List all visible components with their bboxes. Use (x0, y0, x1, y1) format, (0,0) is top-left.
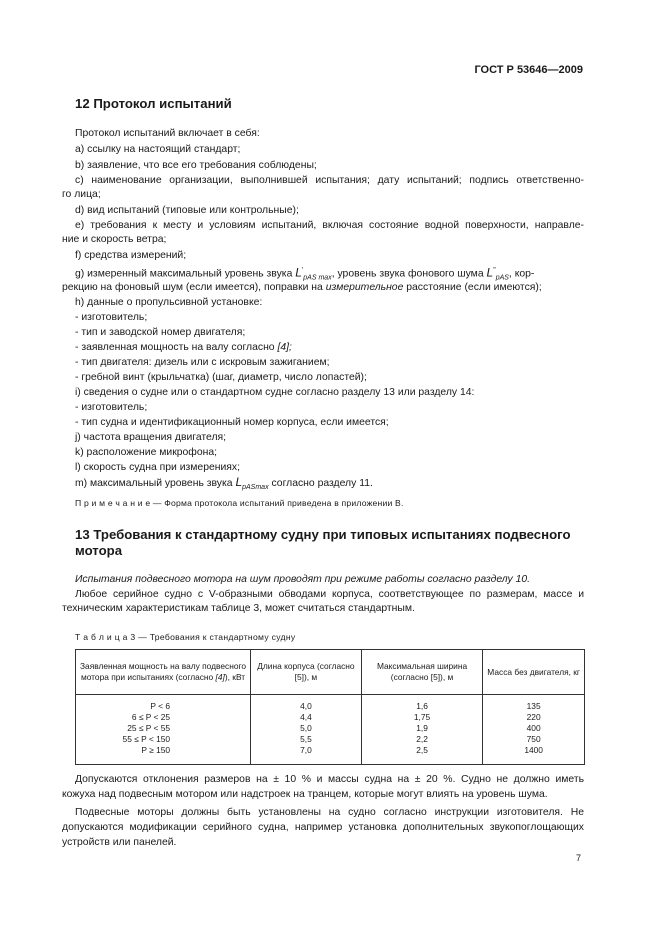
item-g-text-1: g) измеренный максимальный уровень звука (75, 268, 296, 280)
document-id-header: ГОСТ Р 53646—2009 (474, 64, 583, 76)
length-cell: 4,0 4,4 5,0 5,5 7,0 (251, 695, 362, 765)
item-h-sub-3 (75, 341, 292, 354)
item-a: а) ссылку на настоящий стандарт; (75, 144, 241, 155)
column-header-mass: Масса без двигателя, кг (483, 650, 585, 695)
item-g-italic: измерительное (325, 282, 404, 293)
item-j: j) частота вращения двигателя; (75, 432, 227, 443)
item-h: h) данные о пропульсивной установке: (75, 297, 263, 308)
section-13-title-line2: мотора (75, 543, 123, 558)
section-12-title: 12 Протокол испытаний (75, 96, 232, 111)
reference-4: [4]; (277, 342, 292, 353)
column-header-width: Максимальная ширина (согласно [5]), м (361, 650, 483, 695)
tolerance-para-line2: кожуха над подвесным мотором или надстроек на транцем, которые могут влиять на уровень шума. (62, 789, 548, 800)
item-e-line1: е) требования к месту и условиям испытаний, включая состояние водной поверхности, направле- (75, 220, 584, 231)
table-row (76, 695, 585, 765)
symbol-subscript: pASmax (242, 484, 269, 492)
symbol-subscript: pAS (495, 274, 509, 282)
item-g-line2 (62, 281, 542, 294)
item-h-sub-4: - тип двигателя: дизель или с искровым зажиганием; (75, 357, 330, 368)
item-g-text-5: расстояние (если имеются); (403, 282, 542, 293)
item-l: l) скорость судна при измерениях; (75, 462, 241, 473)
note: П р и м е ч а н и е — Форма протокола испытаний приведена в приложении В. (75, 498, 404, 508)
item-g-text-4: рекцию на фоновый шум (если имеется), поправки на (62, 282, 326, 293)
item-m-text-2: согласно разделу 11. (268, 478, 373, 489)
item-c-line1: с) наименование организации, выполнившей испытания; дату испытаний; подпись ответственно- (75, 175, 584, 186)
item-h-sub-3-text: - заявленная мощность на валу согласно (75, 342, 278, 353)
install-para-line2: допускаются модификации серийного судна, например установка дополнительных звукопоглощающих (62, 822, 584, 833)
item-f: f) средства измерений; (75, 250, 187, 261)
item-k: k) расположение микрофона; (75, 447, 218, 458)
item-m (75, 476, 373, 494)
column-header-power: Заявленная мощность на валу подвесного мотора при испытаниях (согласно [4]), кВт (76, 650, 251, 695)
symbol-l: L (295, 265, 302, 280)
item-h-sub-1: - изготовитель; (75, 312, 148, 323)
table-title: Т а б л и ц а 3 — Требования к стандартному судну (75, 632, 296, 642)
page-number: 7 (575, 853, 581, 863)
item-g-text-3: , кор- (508, 268, 535, 280)
section-13-para-2-line1: Любое серийное судно с V-образными обводами корпуса, соответствующее по размерам, массе и (75, 589, 584, 600)
section-13-title-line1: 13 Требования к стандартному судну при типовых испытаниях подвесного (75, 527, 571, 542)
install-para-line3: устройств или панелей. (62, 837, 177, 848)
section-13-para-2-line2: техническим характеристикам таблице 3, может считаться стандартным. (62, 603, 415, 614)
protocol-intro: Протокол испытаний включает в себя: (75, 128, 260, 139)
standard-boat-table (75, 649, 585, 765)
item-m-text-1: m) максимальный уровень звука (75, 478, 236, 489)
item-i-sub-1: - изготовитель; (75, 402, 148, 413)
item-c-line2: го лица; (62, 189, 101, 200)
power-cell: P < 6 6 ≤ P < 25 25 ≤ P < 55 55 ≤ P < 150 P ≥ 150 (76, 695, 251, 765)
symbol-l: L (235, 475, 243, 489)
item-i-sub-2: - тип судна и идентификационный номер корпуса, если имеется; (75, 417, 389, 428)
section-13-para-1: Испытания подвесного мотора на шум проводят при режиме работы согласно разделу 10. (75, 574, 531, 585)
symbol-prime: ' (301, 267, 304, 274)
symbol-l: L (486, 265, 494, 280)
mass-cell: 135 220 400 750 1400 (483, 695, 585, 765)
install-para-line1: Подвесные моторы должны быть установлены на судно согласно инструкции изготовителя. Не (75, 807, 584, 818)
width-cell: 1,6 1,75 1,9 2,2 2,5 (361, 695, 483, 765)
column-header-length: Длина корпуса (согласно [5]), м (251, 650, 362, 695)
item-i: i) сведения о судне или о стандартном судне согласно разделу 13 или разделу 14: (75, 387, 475, 398)
item-b: b) заявление, что все его требования соблюдены; (75, 160, 317, 171)
item-h-sub-5: - гребной винт (крыльчатка) (шаг, диаметр, число лопастей); (75, 372, 367, 383)
symbol-double-prime: " (493, 267, 496, 274)
item-d: d) вид испытаний (типовые или контрольные); (75, 205, 299, 216)
item-g-text-2: , уровень звука фонового шума (331, 268, 487, 280)
tolerance-para-line1: Допускаются отклонения размеров на ± 10 % и массы судна на ± 20 %. Судно не должно иметь (75, 774, 584, 785)
item-e-line2: ние и скорость ветра; (62, 234, 167, 245)
symbol-subscript: pAS max (303, 274, 332, 282)
item-h-sub-2: - тип и заводской номер двигателя; (75, 327, 246, 338)
